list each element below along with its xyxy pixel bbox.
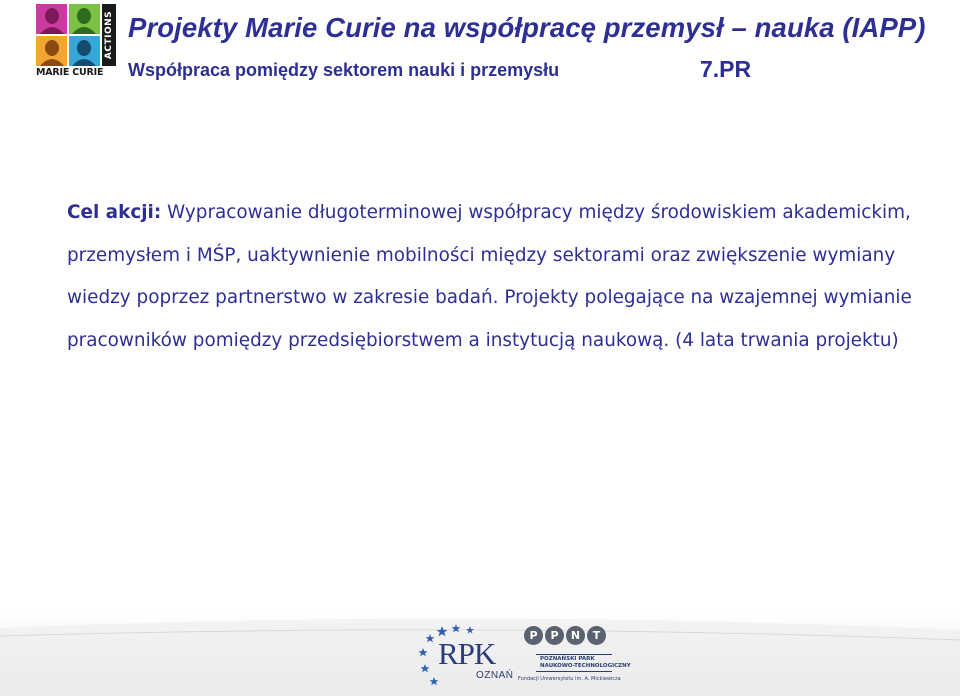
ppnt-divider (536, 654, 612, 655)
program-label: 7.PR (700, 56, 752, 82)
ppnt-letter-badge: P (545, 626, 564, 645)
ppnt-name-line2: NAUKOWO-TECHNOLOGICZNY (540, 663, 631, 669)
logo-tile-magenta (36, 4, 67, 34)
objective-paragraph (67, 192, 927, 362)
objective-text: Wypracowanie długoterminowej współpracy między środowiskiem akademickim, przemysłem i MŚP, uaktywnienie mobilności między sektorami oraz zwiększenie wymiany wiedzy poprzez partnerstwo w zakresie badań. Projekty polegające na wzajemnej wymianie pracowników pomiędzy przedsiębiorstwem a instytucją naukową. (4 lata trwania projektu) (67, 202, 912, 351)
logo-name-text: MARIE CURIE (36, 67, 104, 78)
ppnt-foundation-text: Fundacji Uniwersytetu im. A. Mickiewicza (518, 676, 621, 682)
ppnt-letter-badge: N (566, 626, 585, 645)
ppnt-logo (518, 626, 631, 692)
page-title: Projekty Marie Curie na współpracę przemysł – nauka (IAPP) (128, 12, 926, 43)
logo-actions-bar (102, 4, 116, 66)
portrait-icon (69, 36, 100, 66)
logo-tile-orange (36, 36, 67, 66)
rpk-logo-text: RPK (438, 636, 496, 671)
ppnt-name-line1: POZNAŃSKI PARK (540, 656, 595, 662)
ppnt-letter-badge: T (587, 626, 606, 645)
portrait-icon (36, 36, 67, 66)
logo-actions-text: ACTIONS (104, 10, 115, 60)
portrait-icon (69, 4, 100, 34)
logo-tile-green (69, 4, 100, 34)
objective-label: Cel akcji: (67, 202, 162, 223)
ppnt-letter-row (524, 626, 606, 645)
rpk-logo-subtext: OZNAŃ (476, 670, 514, 681)
portrait-icon (36, 4, 67, 34)
marie-curie-actions-logo (36, 4, 116, 82)
logo-tile-blue (69, 36, 100, 66)
ppnt-letter-badge: P (524, 626, 543, 645)
logo-portrait-grid (36, 4, 100, 66)
rpk-logo (418, 622, 514, 692)
ppnt-divider (536, 671, 612, 672)
page-subtitle: Współpraca pomiędzy sektorem nauki i przemysłu (128, 60, 560, 80)
